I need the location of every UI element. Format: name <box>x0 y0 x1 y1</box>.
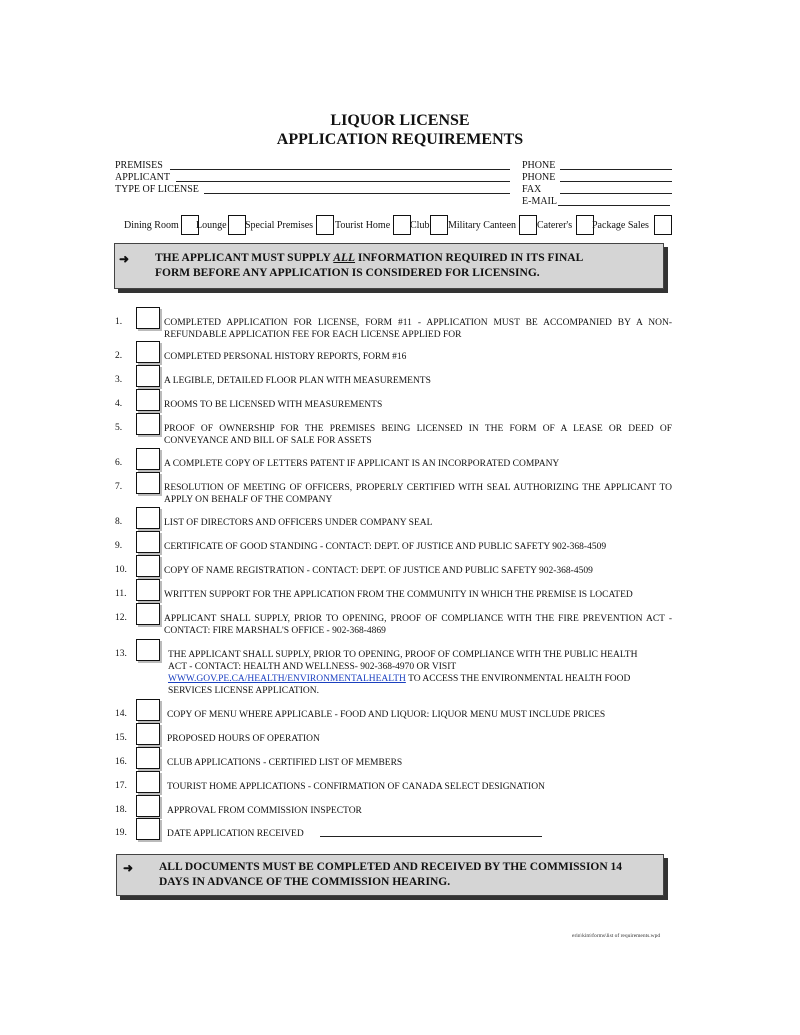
requirement-text: RESOLUTION OF MEETING OF OFFICERS, PROPERLY CERTIFIED WITH SEAL AUTHORIZING THE APPLICANT TO APPLY ON BEHALF OF THE COMPANY <box>164 483 672 505</box>
license-type-lounge-label: Lounge <box>196 220 227 231</box>
requirement-number: 5. <box>115 423 123 433</box>
license-type-lounge-checkbox[interactable] <box>228 215 246 235</box>
phone1-label: PHONE <box>522 160 556 171</box>
requirement-text: CERTIFICATE OF GOOD STANDING - CONTACT: DEPT. OF JUSTICE AND PUBLIC SAFETY 902-368-4509 <box>164 542 607 552</box>
requirement-checkbox[interactable] <box>136 507 160 529</box>
requirement-checkbox[interactable] <box>136 771 160 793</box>
requirement-checkbox[interactable] <box>136 639 160 661</box>
requirement-number: 3. <box>115 375 123 385</box>
notice-banner-bottom <box>116 854 664 896</box>
requirement-checkbox[interactable] <box>136 389 160 411</box>
email-field[interactable] <box>558 205 670 206</box>
license-type-special-premises-label: Special Premises <box>245 220 314 231</box>
requirement-number: 2. <box>115 351 123 361</box>
license-type-special-premises-checkbox[interactable] <box>316 215 334 235</box>
license-type-tourist-home-label: Tourist Home <box>335 220 391 231</box>
license-type-club-label: Club <box>410 220 430 231</box>
requirement-checkbox[interactable] <box>136 341 160 363</box>
license-type-military-canteen-label: Military Canteen <box>448 220 517 231</box>
fax-label: FAX <box>522 184 542 195</box>
page-subtitle: APPLICATION REQUIREMENTS <box>276 131 524 148</box>
requirement-checkbox[interactable] <box>136 818 160 840</box>
requirement-text: TOURIST HOME APPLICATIONS - CONFIRMATION OF CANADA SELECT DESIGNATION <box>167 782 545 792</box>
requirement-text: APPROVAL FROM COMMISSION INSPECTOR <box>167 806 362 816</box>
requirement-checkbox[interactable] <box>136 579 160 601</box>
requirement-checkbox[interactable] <box>136 699 160 721</box>
license-type-package-sales-label: Package Sales <box>592 220 649 231</box>
requirement-number: 7. <box>115 482 123 492</box>
requirement-checkbox[interactable] <box>136 723 160 745</box>
requirement-number: 15. <box>115 733 127 743</box>
fax-field[interactable] <box>560 193 672 194</box>
requirement-text-13: THE APPLICANT SHALL SUPPLY, PRIOR TO OPENING, PROOF OF COMPLIANCE WITH THE PUBLIC HEALTH ACT - CONTACT: HEALTH AND WELLNESS- 902-368-4970 OR VISIT WWW.GOV.PE.CA/HEALTH/ENVIRONMENTALHEALTH TO ACCESS THE ENVIRONMENTAL HEALTH FOOD SERVICES LICENSE APPLICATION. <box>168 650 638 696</box>
requirement-checkbox[interactable] <box>136 747 160 769</box>
requirement-number: 4. <box>115 399 123 409</box>
requirement-checkbox[interactable] <box>136 448 160 470</box>
requirement-checkbox[interactable] <box>136 555 160 577</box>
requirement-text: COPY OF MENU WHERE APPLICABLE - FOOD AND LIQUOR: LIQUOR MENU MUST INCLUDE PRICES <box>167 710 606 720</box>
requirement-number: 6. <box>115 458 123 468</box>
requirement-checkbox[interactable] <box>136 307 160 329</box>
type-of-license-label: TYPE OF LICENSE <box>115 184 199 195</box>
type-of-license-field[interactable] <box>204 193 510 194</box>
requirement-text: A LEGIBLE, DETAILED FLOOR PLAN WITH MEASUREMENTS <box>164 376 431 386</box>
requirement-text: PROPOSED HOURS OF OPERATION <box>167 734 320 744</box>
requirement-number: 17. <box>115 781 127 791</box>
notice-bottom-line2: DAYS IN ADVANCE OF THE COMMISSION HEARING. <box>159 876 451 888</box>
requirement-checkbox[interactable] <box>136 472 160 494</box>
notice-top-line1: THE APPLICANT MUST SUPPLY ALL INFORMATION REQUIRED IN ITS FINAL <box>155 252 584 264</box>
premises-label: PREMISES <box>115 160 163 171</box>
license-type-military-canteen-checkbox[interactable] <box>519 215 537 235</box>
requirement-number: 9. <box>115 541 123 551</box>
requirement-text: DATE APPLICATION RECEIVED <box>167 829 304 839</box>
applicant-label: APPLICANT <box>115 172 171 183</box>
license-type-tourist-home-checkbox[interactable] <box>393 215 411 235</box>
notice-banner-top <box>114 243 664 289</box>
applicant-field[interactable] <box>176 181 510 182</box>
requirement-number: 12. <box>115 613 127 623</box>
requirement-text: COPY OF NAME REGISTRATION - CONTACT: DEPT. OF JUSTICE AND PUBLIC SAFETY 902-368-4509 <box>164 566 593 576</box>
license-type-dining-room-label: Dining Room <box>124 220 179 231</box>
arrow-right-icon: ➜ <box>119 252 130 266</box>
license-type-club-checkbox[interactable] <box>430 215 448 235</box>
phone2-label: PHONE <box>522 172 556 183</box>
notice-top-line2: FORM BEFORE ANY APPLICATION IS CONSIDERED FOR LICENSING. <box>155 267 540 279</box>
notice-bottom-line1: ALL DOCUMENTS MUST BE COMPLETED AND RECEIVED BY THE COMMISSION 14 <box>159 861 623 873</box>
requirement-number: 18. <box>115 805 127 815</box>
page-title: LIQUOR LICENSE <box>330 112 470 129</box>
requirement-text: COMPLETED PERSONAL HISTORY REPORTS, FORM #16 <box>164 352 407 362</box>
requirement-number: 19. <box>115 828 127 838</box>
arrow-right-icon: ➜ <box>123 861 134 875</box>
requirement-number: 1. <box>115 317 123 327</box>
requirement-text: CLUB APPLICATIONS - CERTIFIED LIST OF MEMBERS <box>167 758 403 768</box>
requirement-number: 14. <box>115 709 127 719</box>
footer-file-path: erin\kim\forms\list of requirements.wpd <box>572 933 661 939</box>
requirement-number: 16. <box>115 757 127 767</box>
requirement-number: 11. <box>115 589 127 599</box>
requirement-number: 10. <box>115 565 127 575</box>
requirement-text: COMPLETED APPLICATION FOR LICENSE, FORM #11 - APPLICATION MUST BE ACCOMPANIED BY A NON-REFUNDABLE APPLICATION FEE FOR EACH LICENSE APPLIED FOR <box>164 318 672 340</box>
requirement-checkbox[interactable] <box>136 531 160 553</box>
premises-field[interactable] <box>170 169 510 170</box>
requirement-text: ROOMS TO BE LICENSED WITH MEASUREMENTS <box>164 400 383 410</box>
requirement-number: 13. <box>115 649 127 659</box>
requirement-text: APPLICANT SHALL SUPPLY, PRIOR TO OPENING, PROOF OF COMPLIANCE WITH THE FIRE PREVENTION ACT - CONTACT: FIRE MARSHAL'S OFFICE - 902-368-4869 <box>164 614 672 636</box>
notice-top-emphasis: ALL <box>333 252 356 264</box>
requirement-checkbox[interactable] <box>136 365 160 387</box>
requirement-checkbox[interactable] <box>136 603 160 625</box>
requirement-number: 8. <box>115 517 123 527</box>
requirement-text: WRITTEN SUPPORT FOR THE APPLICATION FROM THE COMMUNITY IN WHICH THE PREMISE IS LOCATED <box>164 590 633 600</box>
license-type-caterers-label: Caterer's <box>537 220 573 231</box>
requirement-text: PROOF OF OWNERSHIP FOR THE PREMISES BEING LICENSED IN THE FORM OF A LEASE OR DEED OF CONVEYANCE AND BILL OF SALE FOR ASSETS <box>164 424 672 446</box>
requirement-checkbox[interactable] <box>136 795 160 817</box>
requirement-text: LIST OF DIRECTORS AND OFFICERS UNDER COMPANY SEAL <box>164 518 433 528</box>
phone2-field[interactable] <box>560 181 672 182</box>
date-received-field[interactable] <box>320 836 542 837</box>
requirement-text: A COMPLETE COPY OF LETTERS PATENT IF APPLICANT IS AN INCORPORATED COMPANY <box>164 459 560 469</box>
phone1-field[interactable] <box>560 169 672 170</box>
email-label: E-MAIL <box>522 196 557 207</box>
requirement-checkbox[interactable] <box>136 413 160 435</box>
environmental-health-link[interactable]: WWW.GOV.PE.CA/HEALTH/ENVIRONMENTALHEALTH <box>168 674 406 684</box>
license-type-package-sales-checkbox[interactable] <box>654 215 672 235</box>
